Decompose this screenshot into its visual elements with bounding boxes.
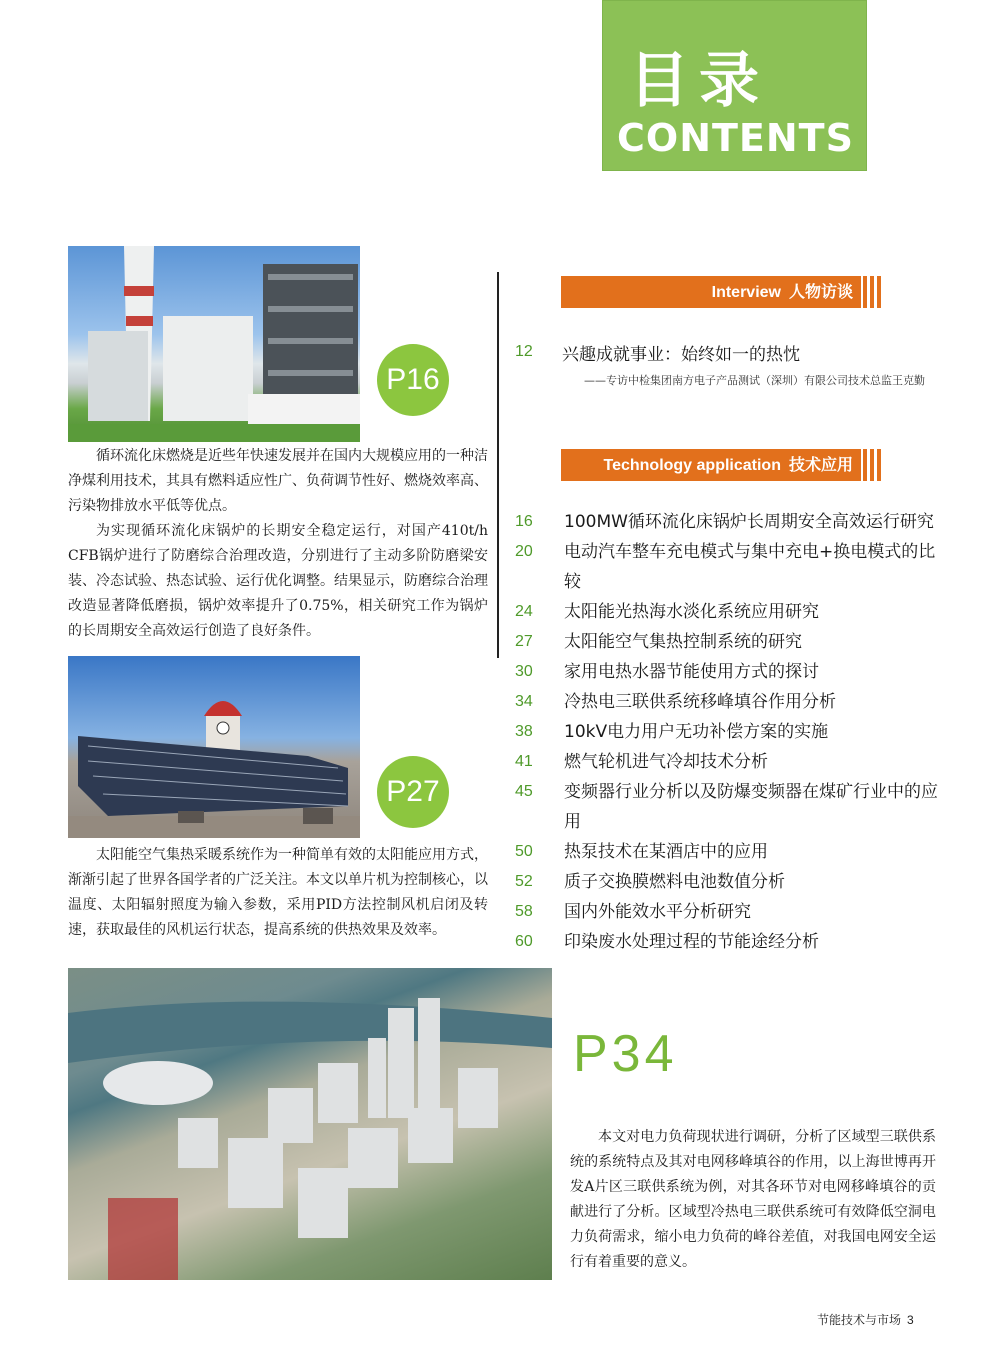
toc-page-number: 12: [515, 343, 533, 360]
toc-entry-title: 100MW循环流化床锅炉长周期安全高效运行研究: [564, 512, 934, 532]
feature-p16-text: [68, 444, 488, 644]
section-label-en: Interview: [711, 284, 781, 301]
feature-paragraph: 为实现循环流化床锅炉的长期安全稳定运行，对国产410t/h CFB锅炉进行了防磨综合治理改造，分别进行了主动多阶防磨梁安装、冷态试验、热态试验、运行优化调整。结果显示，防磨综合治理改造显著降低磨损，锅炉效率提升了0.75%，相关研究工作为锅炉的长周期安全高效运行创造了良好条件。: [68, 523, 488, 639]
toc-page-number: 45: [515, 783, 533, 800]
solar-collector-photo: [68, 656, 360, 838]
toc-page-number: 20: [515, 543, 533, 560]
toc-entry-title: 太阳能光热海水淡化系统应用研究: [564, 602, 819, 622]
toc-page-number: 27: [515, 633, 533, 650]
contents-header: [602, 0, 867, 171]
section-header-technology: [561, 449, 861, 481]
toc-entry-title[interactable]: 兴趣成就事业：始终如一的热忱: [562, 345, 800, 365]
toc-entry-title: 印染废水处理过程的节能途经分析: [564, 932, 819, 952]
toc-entry-title: 热泵技术在某酒店中的应用: [564, 842, 768, 862]
page-label-p34[interactable]: P34: [573, 1025, 678, 1083]
toc-entry-title: 国内外能效水平分析研究: [564, 902, 751, 922]
contents-title-cn: 目录: [629, 46, 769, 116]
toc-entry-title: 质子交换膜燃料电池数值分析: [564, 872, 785, 892]
toc-entry-title: 变频器行业分析以及防爆变频器在煤矿行业中的应用: [564, 782, 938, 832]
contents-title-en: CONTENTS: [617, 116, 854, 160]
feature-p27-text: [68, 843, 488, 943]
section-bars-decoration: [863, 449, 883, 481]
toc-page-number: 24: [515, 603, 533, 620]
aerial-city-photo: [68, 968, 552, 1280]
page-badge-p27[interactable]: P27: [377, 756, 449, 828]
section-label-cn: 人物访谈: [788, 282, 853, 301]
toc-page-number: 50: [515, 843, 533, 860]
toc-page-number: 16: [515, 513, 533, 530]
feature-paragraph: 太阳能空气集热采暖系统作为一种简单有效的太阳能应用方式，渐渐引起了世界各国学者的广泛关注。本文以单片机为控制核心，以温度、太阳辐射照度为输入参数，采用PID方法控制风机启闭及转速，获取最佳的风机运行状态，提高系统的供热效果及效率。: [68, 847, 488, 938]
toc-page-number: 58: [515, 903, 533, 920]
toc-page-number: 52: [515, 873, 533, 890]
feature-p34-text: [570, 1125, 936, 1275]
toc-page-number: 60: [515, 933, 533, 950]
toc-page-number: 41: [515, 753, 533, 770]
toc-entry-subtitle: ——专访中检集团南方电子产品测试（深圳）有限公司技术总监王克勤: [584, 374, 925, 387]
page-badge-p16[interactable]: P16: [377, 344, 449, 416]
toc-page-number: 34: [515, 693, 533, 710]
toc-entry-title: 冷热电三联供系统移峰填谷作用分析: [564, 692, 836, 712]
toc-entry-title: 家用电热水器节能使用方式的探讨: [564, 662, 819, 682]
boiler-plant-photo: [68, 246, 360, 442]
toc-entry-title: 电动汽车整车充电模式与集中充电+换电模式的比较: [564, 542, 936, 592]
feature-paragraph: 循环流化床燃烧是近些年快速发展并在国内大规模应用的一种洁净煤利用技术，其具有燃料适应性广、负荷调节性好、燃烧效率高、污染物排放水平低等优点。: [68, 448, 488, 514]
section-header-interview: [561, 276, 861, 308]
toc-page-number: 38: [515, 723, 533, 740]
divider-line: [497, 272, 499, 658]
toc-page-number: 30: [515, 663, 533, 680]
journal-name: 节能技术与市场: [817, 1313, 902, 1327]
toc-entry-title: 10kV电力用户无功补偿方案的实施: [564, 722, 829, 742]
toc-entry-title: 太阳能空气集热控制系统的研究: [564, 632, 802, 652]
section-label-cn: 技术应用: [788, 455, 853, 474]
section-label-en: Technology application: [603, 457, 781, 474]
feature-paragraph: 本文对电力负荷现状进行调研，分析了区域型三联供系统的系统特点及其对电网移峰填谷的作用，以上海世博再开发A片区三联供系统为例，对其各环节对电网移峰填谷的贡献进行了分析。区域型冷热电三联供系统可有效降低空洞电力负荷需求，缩小电力负荷的峰谷差值，对我国电网安全运行有着重要的意义。: [570, 1129, 936, 1270]
section-bars-decoration: [863, 276, 883, 308]
toc-entry-title: 燃气轮机进气冷却技术分析: [564, 752, 768, 772]
page-number: 3: [907, 1313, 914, 1327]
page-footer: [817, 1311, 914, 1328]
